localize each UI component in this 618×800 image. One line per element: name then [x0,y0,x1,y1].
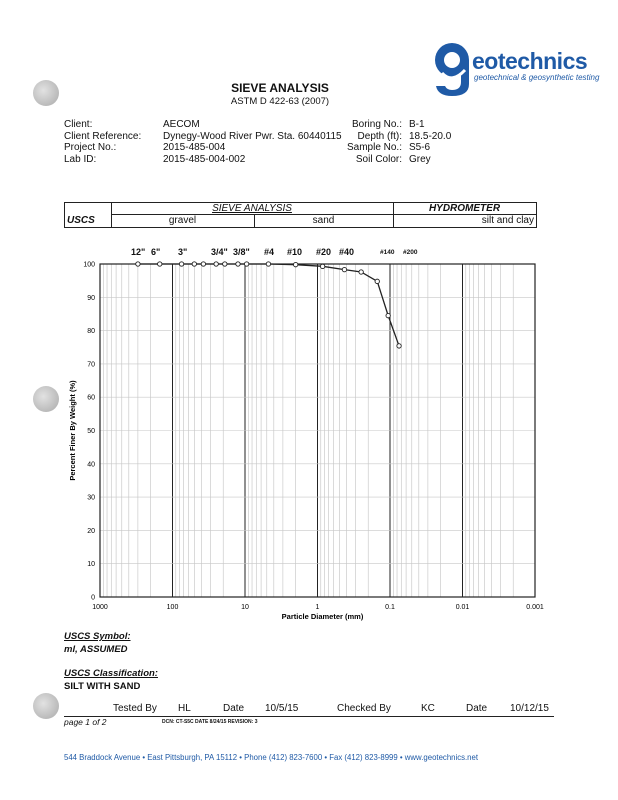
data-point [201,262,205,266]
data-points [136,262,402,348]
sieve-label-no140: #140 [380,249,395,256]
data-point [236,262,240,266]
silt-clay-cell: silt and clay [481,215,534,226]
data-point [342,267,346,271]
sieve-label-no200: #200 [403,249,418,256]
uscs-header: USCS [67,215,95,226]
y-tick-label: 90 [87,294,95,302]
boring-no-label: Boring No.: [351,119,402,130]
depth-label: Depth (ft): [357,130,402,142]
sieve-label-3in: 3" [178,247,188,257]
data-point [397,344,401,348]
checked-date-value: 10/12/15 [510,703,549,714]
uscs-classification-value: SILT WITH SAND [64,681,141,692]
y-tick-label: 80 [87,328,95,336]
page-number: page 1 of 2 [64,717,107,727]
logo-wordmark: eotechnics [472,48,588,74]
checked-by-label: Checked By [337,703,391,714]
x-tick-label: 1000 [92,604,108,611]
data-point [192,262,196,266]
tested-date-value: 10/5/15 [265,703,299,714]
gravel-cell: gravel [168,215,197,226]
data-point [244,262,248,266]
checked-by-value: KC [421,703,435,714]
tested-by-value: HL [178,703,191,714]
client-reference-label: Client Reference: [64,130,142,142]
sample-no-value: S5-6 [409,142,431,153]
sieve-label-3-8in: 3/8" [233,247,250,257]
y-tick-label: 40 [87,461,95,469]
x-tick-label: 0.001 [526,604,544,611]
data-point [179,262,183,266]
signoff-divider [64,716,554,717]
y-tick-label: 30 [87,494,95,502]
x-tick-label: 10 [241,604,249,611]
soil-color-label: Soil Color: [355,153,402,165]
y-tick-labels [83,262,95,602]
client-reference-value: Dynegy-Wood River Pwr. Sta. 60440115 [163,130,342,142]
x-tick-label: 0.1 [385,604,395,611]
depth-value: 18.5-20.0 [409,130,452,142]
x-tick-labels [92,604,544,611]
y-tick-label: 70 [87,361,95,369]
y-tick-label: 20 [87,527,95,535]
x-tick-label: 1 [315,604,320,611]
boring-no-value: B-1 [409,119,425,130]
sieve-label-6in: 6" [151,247,161,257]
project-no-value: 2015-485-004 [163,142,226,153]
sieve-label-3-4in: 3/4" [211,247,228,257]
data-point [266,262,270,266]
data-point [386,313,390,317]
y-tick-label: 60 [87,394,95,402]
document-control-code: DCN: CT-S5C DATE 8/24/15 REVISION: 3 [162,719,258,725]
lab-id-label: Lab ID: [64,153,97,165]
hydrometer-header: HYDROMETER [428,203,501,214]
sieve-label-12in: 12" [131,247,146,257]
sample-no-label: Sample No.: [346,142,402,153]
sand-cell: sand [312,215,335,226]
sieve-analysis-header: SIEVE ANALYSIS [212,203,292,214]
tested-date-label: Date [223,703,245,714]
data-point [375,279,379,283]
data-point [359,270,363,274]
soil-color-value: Grey [409,153,431,165]
lab-id-value: 2015-485-004-002 [163,153,246,165]
client-value: AECOM [163,119,200,130]
data-point [320,264,324,268]
sieve-label-no40: #40 [339,247,355,257]
data-point [223,262,227,266]
y-tick-label: 50 [87,428,95,435]
standard-subtitle: ASTM D 422-63 (2007) [230,96,330,107]
logo-tagline: geotechnical & geosynthetic testing [474,73,600,82]
project-no-label: Project No.: [64,142,117,153]
uscs-classification-label: USCS Classification: [64,668,158,679]
client-label: Client: [64,119,93,130]
y-tick-label: 0 [91,594,95,602]
gradation-curve [138,264,399,346]
sieve-label-no10: #10 [287,247,303,257]
tested-by-label: Tested By [113,703,157,714]
x-tick-label: 100 [166,604,179,611]
y-tick-label: 100 [83,261,95,269]
data-point [214,262,218,266]
y-axis-label: Percent Finer By Weight (%) [68,380,77,481]
checked-date-label: Date [466,703,488,714]
sieve-label-no4: #4 [264,247,275,257]
page-title: SIEVE ANALYSIS [231,81,329,95]
uscs-symbol-value: ml, ASSUMED [64,644,128,655]
uscs-symbol-label: USCS Symbol: [64,631,131,642]
x-tick-label: 0.01 [455,604,470,611]
data-point [136,262,140,266]
data-point [158,262,162,266]
x-axis-label: Particle Diameter (mm) [281,612,364,621]
y-tick-label: 10 [87,561,95,569]
data-point [293,262,297,266]
footer-address: 544 Braddock Avenue • East Pittsburgh, PA 15112 • Phone (412) 823-7600 • Fax (412) 823-8999 • www.geotechnics.net [64,753,479,762]
sieve-label-no20: #20 [316,247,332,257]
